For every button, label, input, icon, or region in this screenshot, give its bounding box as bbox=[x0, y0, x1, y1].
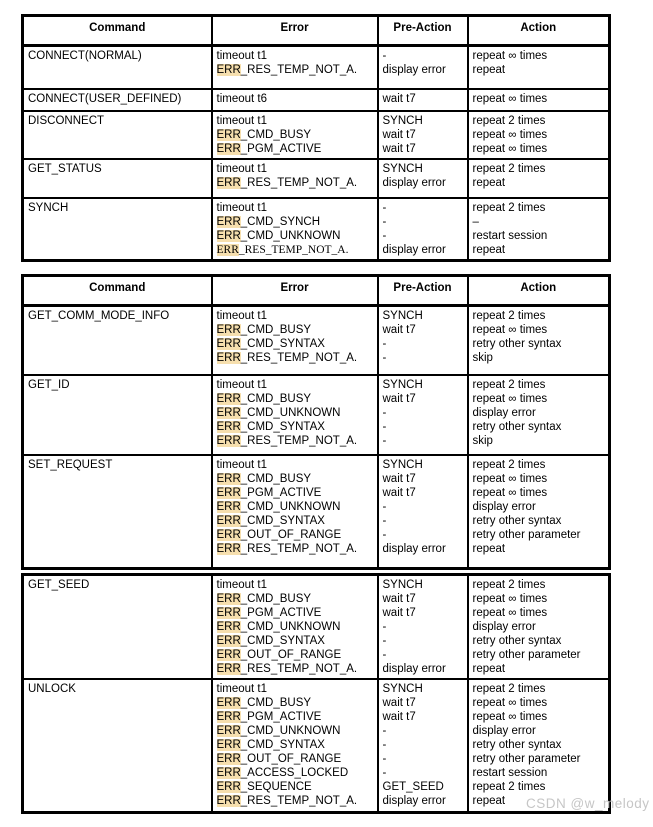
pre-action-line: wait t7 bbox=[382, 92, 416, 105]
action-line: repeat ∞ times bbox=[472, 697, 548, 709]
command-cell bbox=[23, 159, 212, 198]
pre-action-line: SYNCH bbox=[382, 683, 423, 695]
error-cell bbox=[212, 159, 378, 198]
error-line: ERR_PGM_ACTIVE bbox=[216, 711, 322, 723]
highlighted-err-prefix: ERR bbox=[216, 473, 241, 485]
pre-action-cell bbox=[378, 455, 468, 568]
highlighted-err-prefix: ERR bbox=[216, 767, 241, 779]
action-cell bbox=[468, 111, 610, 159]
action-line: skip bbox=[472, 351, 493, 364]
command-cell bbox=[23, 455, 212, 568]
error-line: ERR_CMD_BUSY bbox=[216, 697, 312, 709]
error-line: ERR_RES_TEMP_NOT_A. bbox=[216, 243, 349, 256]
action-line: repeat bbox=[472, 243, 506, 256]
pre-action-line: SYNCH bbox=[382, 379, 423, 391]
error-line: ERR_PGM_ACTIVE bbox=[216, 606, 322, 619]
highlighted-err-prefix: ERR bbox=[216, 243, 239, 256]
error-line: ERR_CMD_BUSY bbox=[216, 473, 312, 485]
error-line: timeout t1 bbox=[216, 379, 267, 391]
column-header-action: Action bbox=[468, 275, 610, 305]
error-line: ERR_CMD_BUSY bbox=[216, 592, 312, 605]
action-line: retry other syntax bbox=[472, 739, 562, 751]
pre-action-line: SYNCH bbox=[382, 578, 423, 591]
pre-action-line: - bbox=[382, 501, 387, 513]
error-line: ERR_OUT_OF_RANGE bbox=[216, 529, 342, 541]
command-cell bbox=[23, 198, 212, 261]
error-line: ERR_CMD_SYNCH bbox=[216, 215, 321, 228]
pre-action-line: - bbox=[382, 515, 387, 527]
column-header-command: Command bbox=[23, 16, 212, 46]
highlighted-err-prefix: ERR bbox=[216, 634, 241, 647]
pre-action-line: display error bbox=[382, 64, 446, 76]
error-line: ERR_CMD_BUSY bbox=[216, 393, 312, 405]
header-row bbox=[23, 16, 610, 46]
highlighted-err-prefix: ERR bbox=[216, 128, 241, 141]
pre-action-cell bbox=[378, 111, 468, 159]
command-cell bbox=[23, 574, 212, 679]
action-line: repeat ∞ times bbox=[472, 487, 548, 499]
pre-action-line: - bbox=[382, 753, 387, 765]
command-name: GET_STATUS bbox=[28, 162, 102, 175]
action-cell bbox=[468, 305, 610, 375]
action-line: repeat 2 times bbox=[472, 459, 546, 471]
error-line: ERR_CMD_UNKNOWN bbox=[216, 501, 341, 513]
action-line: repeat 2 times bbox=[472, 578, 546, 591]
highlighted-err-prefix: ERR bbox=[216, 176, 241, 189]
command-error-table-2 bbox=[21, 274, 611, 570]
command-name: CONNECT(USER_DEFINED) bbox=[28, 92, 182, 105]
action-line: repeat ∞ times bbox=[472, 50, 548, 62]
action-line: display error bbox=[472, 407, 536, 419]
highlighted-err-prefix: ERR bbox=[216, 407, 241, 419]
pre-action-line: wait t7 bbox=[382, 473, 416, 485]
action-cell bbox=[468, 455, 610, 568]
action-line: repeat bbox=[472, 64, 506, 76]
error-line: ERR_RES_TEMP_NOT_A. bbox=[216, 662, 358, 675]
pre-action-cell bbox=[378, 198, 468, 261]
action-line: repeat 2 times bbox=[472, 683, 546, 695]
pre-action-line: - bbox=[382, 620, 387, 633]
action-line: repeat ∞ times bbox=[472, 128, 548, 141]
highlighted-err-prefix: ERR bbox=[216, 725, 241, 737]
pre-action-line: - bbox=[382, 435, 387, 447]
error-line: ERR_CMD_SYNTAX bbox=[216, 515, 325, 527]
command-name: CONNECT(NORMAL) bbox=[28, 50, 142, 62]
pre-action-line: wait t7 bbox=[382, 128, 416, 141]
highlighted-err-prefix: ERR bbox=[216, 739, 241, 751]
command-name: GET_COMM_MODE_INFO bbox=[28, 309, 170, 322]
pre-action-line: wait t7 bbox=[382, 711, 416, 723]
highlighted-err-prefix: ERR bbox=[216, 337, 241, 350]
pre-action-line: wait t7 bbox=[382, 606, 416, 619]
error-line: ERR_CMD_UNKNOWN bbox=[216, 725, 341, 737]
highlighted-err-prefix: ERR bbox=[216, 543, 241, 555]
action-line: restart session bbox=[472, 229, 548, 242]
action-line: repeat ∞ times bbox=[472, 142, 548, 155]
table-row bbox=[23, 455, 610, 568]
command-cell bbox=[23, 89, 212, 111]
error-line: ERR_ACCESS_LOCKED bbox=[216, 767, 349, 779]
command-name: SYNCH bbox=[28, 201, 69, 214]
highlighted-err-prefix: ERR bbox=[216, 753, 241, 765]
pre-action-line: - bbox=[382, 215, 387, 228]
highlighted-err-prefix: ERR bbox=[216, 711, 241, 723]
highlighted-err-prefix: ERR bbox=[216, 662, 241, 675]
action-line: repeat 2 times bbox=[472, 201, 546, 214]
pre-action-line: wait t7 bbox=[382, 487, 416, 499]
action-cell bbox=[468, 375, 610, 455]
error-line: ERR_CMD_BUSY bbox=[216, 128, 312, 141]
action-line: repeat ∞ times bbox=[472, 711, 548, 723]
action-cell bbox=[468, 46, 610, 89]
pre-action-line: SYNCH bbox=[382, 162, 423, 175]
error-line: timeout t1 bbox=[216, 162, 267, 175]
error-line: ERR_RES_TEMP_NOT_A. bbox=[216, 64, 358, 76]
action-line: repeat ∞ times bbox=[472, 606, 548, 619]
error-line: ERR_CMD_SYNTAX bbox=[216, 739, 325, 751]
action-cell bbox=[468, 198, 610, 261]
pre-action-line: display error bbox=[382, 662, 446, 675]
action-line: skip bbox=[472, 435, 493, 447]
error-cell bbox=[212, 574, 378, 679]
error-line: timeout t1 bbox=[216, 683, 267, 695]
highlighted-err-prefix: ERR bbox=[216, 351, 241, 364]
command-name: DISCONNECT bbox=[28, 114, 105, 127]
pre-action-line: display error bbox=[382, 243, 446, 256]
highlighted-err-prefix: ERR bbox=[216, 606, 241, 619]
action-line: retry other parameter bbox=[472, 753, 581, 765]
table-row bbox=[23, 305, 610, 375]
pre-action-line: - bbox=[382, 201, 387, 214]
column-header-error: Error bbox=[212, 16, 378, 46]
action-line: display error bbox=[472, 725, 536, 737]
table-row bbox=[23, 89, 610, 111]
command-cell bbox=[23, 375, 212, 455]
table-row bbox=[23, 679, 610, 812]
action-cell bbox=[468, 89, 610, 111]
error-cell bbox=[212, 679, 378, 812]
action-line: display error bbox=[472, 501, 536, 513]
error-line: timeout t1 bbox=[216, 578, 267, 591]
pre-action-line: display error bbox=[382, 176, 446, 189]
pre-action-line: - bbox=[382, 229, 387, 242]
error-line: ERR_RES_TEMP_NOT_A. bbox=[216, 543, 358, 555]
highlighted-err-prefix: ERR bbox=[216, 795, 241, 807]
command-name: SET_REQUEST bbox=[28, 459, 113, 471]
action-cell bbox=[468, 679, 610, 812]
action-line: repeat ∞ times bbox=[472, 92, 548, 105]
action-line: retry other syntax bbox=[472, 337, 562, 350]
error-line: timeout t1 bbox=[216, 309, 267, 322]
pre-action-cell bbox=[378, 679, 468, 812]
pre-action-line: - bbox=[382, 634, 387, 647]
action-line: retry other parameter bbox=[472, 529, 581, 541]
action-cell bbox=[468, 574, 610, 679]
table-row bbox=[23, 159, 610, 198]
pre-action-line: display error bbox=[382, 543, 446, 555]
highlighted-err-prefix: ERR bbox=[216, 215, 241, 228]
error-line: ERR_RES_TEMP_NOT_A. bbox=[216, 795, 358, 807]
action-line: display error bbox=[472, 620, 536, 633]
highlighted-err-prefix: ERR bbox=[216, 697, 241, 709]
action-line: restart session bbox=[472, 767, 548, 779]
command-cell bbox=[23, 46, 212, 89]
pre-action-cell bbox=[378, 305, 468, 375]
pre-action-line: SYNCH bbox=[382, 309, 423, 322]
error-cell bbox=[212, 89, 378, 111]
error-line: ERR_OUT_OF_RANGE bbox=[216, 648, 342, 661]
command-name: GET_SEED bbox=[28, 578, 90, 591]
action-line: repeat 2 times bbox=[472, 114, 546, 127]
command-cell bbox=[23, 111, 212, 159]
column-header-action: Action bbox=[468, 16, 610, 46]
pre-action-line: - bbox=[382, 725, 387, 737]
action-line: repeat bbox=[472, 176, 506, 189]
highlighted-err-prefix: ERR bbox=[216, 393, 241, 405]
highlighted-err-prefix: ERR bbox=[216, 501, 241, 513]
watermark: CSDN @w_melody bbox=[526, 796, 650, 811]
error-line: ERR_RES_TEMP_NOT_A. bbox=[216, 351, 358, 364]
error-cell bbox=[212, 46, 378, 89]
pre-action-line: - bbox=[382, 529, 387, 541]
command-cell bbox=[23, 679, 212, 812]
highlighted-err-prefix: ERR bbox=[216, 487, 241, 499]
highlighted-err-prefix: ERR bbox=[216, 421, 241, 433]
pre-action-line: GET_SEED bbox=[382, 781, 444, 793]
action-line: repeat 2 times bbox=[472, 379, 546, 391]
action-line: retry other parameter bbox=[472, 648, 581, 661]
error-line: ERR_RES_TEMP_NOT_A. bbox=[216, 176, 358, 189]
column-header-error: Error bbox=[212, 275, 378, 305]
highlighted-err-prefix: ERR bbox=[216, 781, 241, 793]
highlighted-err-prefix: ERR bbox=[216, 64, 241, 76]
command-name: UNLOCK bbox=[28, 683, 76, 695]
highlighted-err-prefix: ERR bbox=[216, 529, 241, 541]
error-line: ERR_PGM_ACTIVE bbox=[216, 142, 322, 155]
action-line: retry other syntax bbox=[472, 634, 562, 647]
table-row bbox=[23, 111, 610, 159]
error-line: ERR_CMD_UNKNOWN bbox=[216, 229, 341, 242]
pre-action-line: wait t7 bbox=[382, 697, 416, 709]
pre-action-line: - bbox=[382, 767, 387, 779]
error-cell bbox=[212, 455, 378, 568]
error-line: timeout t6 bbox=[216, 92, 267, 105]
pre-action-line: - bbox=[382, 337, 387, 350]
action-line: repeat bbox=[472, 662, 506, 675]
pre-action-line: SYNCH bbox=[382, 459, 423, 471]
error-line: ERR_CMD_SYNTAX bbox=[216, 421, 325, 433]
command-error-table-1 bbox=[21, 14, 611, 262]
pre-action-line: wait t7 bbox=[382, 142, 416, 155]
action-line: repeat ∞ times bbox=[472, 323, 548, 336]
error-line: ERR_OUT_OF_RANGE bbox=[216, 753, 342, 765]
error-line: ERR_CMD_SYNTAX bbox=[216, 634, 325, 647]
pre-action-line: wait t7 bbox=[382, 592, 416, 605]
tables-root bbox=[21, 14, 611, 814]
error-cell bbox=[212, 111, 378, 159]
column-header-command: Command bbox=[23, 275, 212, 305]
error-line: timeout t1 bbox=[216, 459, 267, 471]
action-line: repeat 2 times bbox=[472, 309, 546, 322]
error-line: ERR_PGM_ACTIVE bbox=[216, 487, 322, 499]
header-row bbox=[23, 275, 610, 305]
action-line: repeat bbox=[472, 795, 506, 807]
highlighted-err-prefix: ERR bbox=[216, 142, 241, 155]
error-line: ERR_SEQUENCE bbox=[216, 781, 312, 793]
error-line: ERR_CMD_UNKNOWN bbox=[216, 407, 341, 419]
column-header-pre-action: Pre-Action bbox=[378, 275, 468, 305]
pre-action-cell bbox=[378, 46, 468, 89]
pre-action-line: - bbox=[382, 407, 387, 419]
error-cell bbox=[212, 305, 378, 375]
action-line: repeat 2 times bbox=[472, 162, 546, 175]
table-row bbox=[23, 574, 610, 679]
table-row bbox=[23, 198, 610, 261]
command-cell bbox=[23, 305, 212, 375]
action-line: retry other syntax bbox=[472, 515, 562, 527]
error-line: ERR_CMD_UNKNOWN bbox=[216, 620, 341, 633]
pre-action-line: - bbox=[382, 739, 387, 751]
highlighted-err-prefix: ERR bbox=[216, 648, 241, 661]
pre-action-cell bbox=[378, 375, 468, 455]
error-line: timeout t1 bbox=[216, 50, 267, 62]
highlighted-err-prefix: ERR bbox=[216, 323, 241, 336]
error-line: ERR_RES_TEMP_NOT_A. bbox=[216, 435, 358, 447]
error-line: ERR_CMD_BUSY bbox=[216, 323, 312, 336]
action-line: retry other syntax bbox=[472, 421, 562, 433]
error-line: ERR_CMD_SYNTAX bbox=[216, 337, 325, 350]
pre-action-line: - bbox=[382, 50, 387, 62]
table-row bbox=[23, 375, 610, 455]
highlighted-err-prefix: ERR bbox=[216, 515, 241, 527]
column-header-pre-action: Pre-Action bbox=[378, 16, 468, 46]
error-line: timeout t1 bbox=[216, 114, 267, 127]
pre-action-line: SYNCH bbox=[382, 114, 423, 127]
pre-action-cell bbox=[378, 89, 468, 111]
command-error-table-3 bbox=[21, 573, 611, 814]
pre-action-line: wait t7 bbox=[382, 323, 416, 336]
action-line: repeat ∞ times bbox=[472, 473, 548, 485]
command-name: GET_ID bbox=[28, 379, 70, 391]
action-line: repeat 2 times bbox=[472, 781, 546, 793]
action-line: repeat ∞ times bbox=[472, 393, 548, 405]
action-line: repeat bbox=[472, 543, 506, 555]
error-line: timeout t1 bbox=[216, 201, 267, 214]
pre-action-line: - bbox=[382, 351, 387, 364]
highlighted-err-prefix: ERR bbox=[216, 620, 241, 633]
highlighted-err-prefix: ERR bbox=[216, 592, 241, 605]
highlighted-err-prefix: ERR bbox=[216, 229, 241, 242]
action-cell bbox=[468, 159, 610, 198]
error-cell bbox=[212, 375, 378, 455]
pre-action-cell bbox=[378, 159, 468, 198]
pre-action-line: wait t7 bbox=[382, 393, 416, 405]
action-line: repeat ∞ times bbox=[472, 592, 548, 605]
pre-action-line: - bbox=[382, 648, 387, 661]
highlighted-err-prefix: ERR bbox=[216, 435, 241, 447]
error-cell bbox=[212, 198, 378, 261]
action-line: – bbox=[472, 215, 479, 228]
table-row bbox=[23, 46, 610, 89]
pre-action-cell bbox=[378, 574, 468, 679]
pre-action-line: - bbox=[382, 421, 387, 433]
pre-action-line: display error bbox=[382, 795, 446, 807]
